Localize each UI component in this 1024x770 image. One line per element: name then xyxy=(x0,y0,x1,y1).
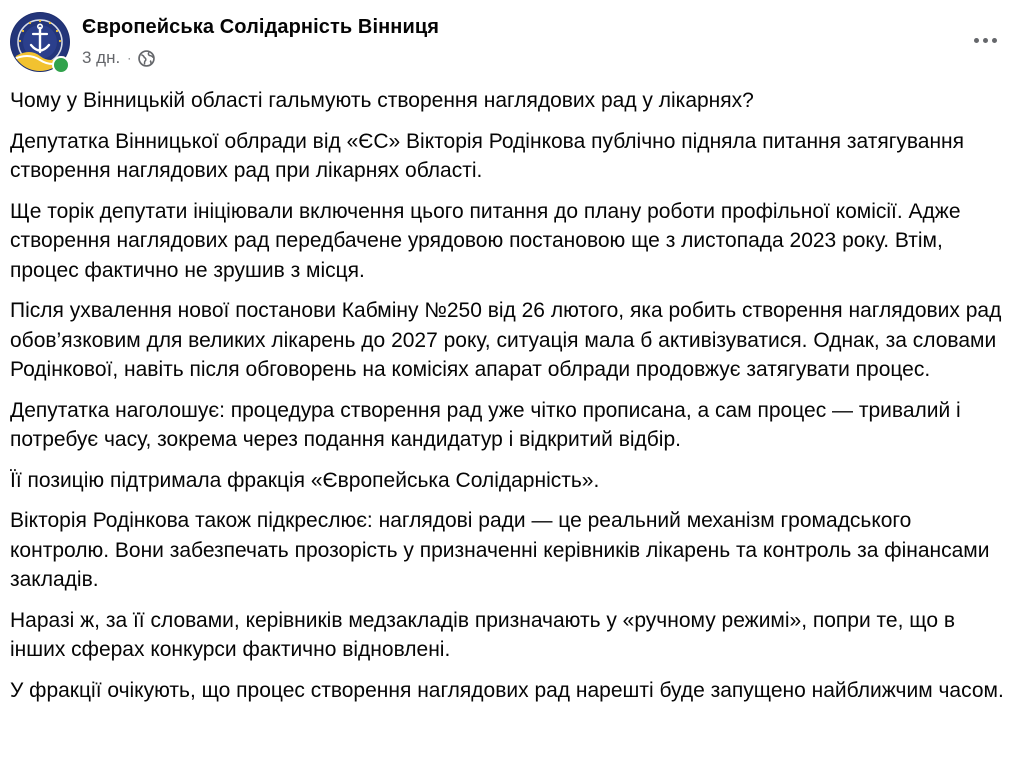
post-paragraph: Вікторія Родінкова також підкреслює: наглядові ради — це реальний механізм громадського контролю. Вони забезпечать прозорість у призначенні керівників лікарень та контроль за фінансами закладів. xyxy=(10,509,990,591)
post-meta xyxy=(82,48,155,68)
post-paragraph: Чому у Вінницькій області гальмують створення наглядових рад у лікарнях? xyxy=(10,89,754,112)
post-paragraph: Депутатка Вінницької облради від «ЄС» Вікторія Родінкова публічно підняла питання затягування створення наглядових рад при лікарнях області. xyxy=(10,129,965,182)
post-text xyxy=(10,86,1010,716)
page-name-link[interactable]: Європейська Солідарність Вінниця xyxy=(82,16,440,38)
post-paragraph: У фракції очікують, що процес створення наглядових рад нарешті буде запущено найближчим часом. xyxy=(10,678,1004,702)
avatar[interactable] xyxy=(10,12,70,72)
post-timestamp[interactable]: 3 дн. xyxy=(82,48,121,67)
post-header xyxy=(10,12,1014,76)
more-options-icon[interactable] xyxy=(970,28,1000,52)
post-paragraph: Наразі ж, за її словами, керівників медзакладів призначають у «ручному режимі», попри те, що в інших сферах конкурси фактично відновлені. xyxy=(10,608,955,661)
post-paragraph: Після ухвалення нової постанови Кабміну №250 від 26 лютого, яка робить створення наглядових рад обов’язковим для великих лікарень до 2027 року, ситуація мала б активізуватися. Однак, за словами Родінкової, навіть після обговорень на комісіях апарат облради продовжує затягувати процес. xyxy=(10,299,1002,381)
globe-icon[interactable] xyxy=(138,50,155,67)
meta-separator: · xyxy=(127,51,132,65)
post-paragraph: Її позицію підтримала фракція «Європейська Солідарність». xyxy=(10,468,600,492)
post-paragraph: Ще торік депутати ініціювали включення цього питання до плану роботи профільної комісії. Адже створення наглядових рад передбачене урядовою постановою ще з листопада 2023 року. Втім, процес фактично не зрушив з місця. xyxy=(10,199,961,282)
online-status-indicator xyxy=(52,56,70,74)
post-paragraph: Депутатка наголошує: процедура створення рад уже чітко прописана, а сам процес — тривалий і потребує часу, зокрема через подання кандидатур і відкритий відбір. xyxy=(10,398,961,451)
